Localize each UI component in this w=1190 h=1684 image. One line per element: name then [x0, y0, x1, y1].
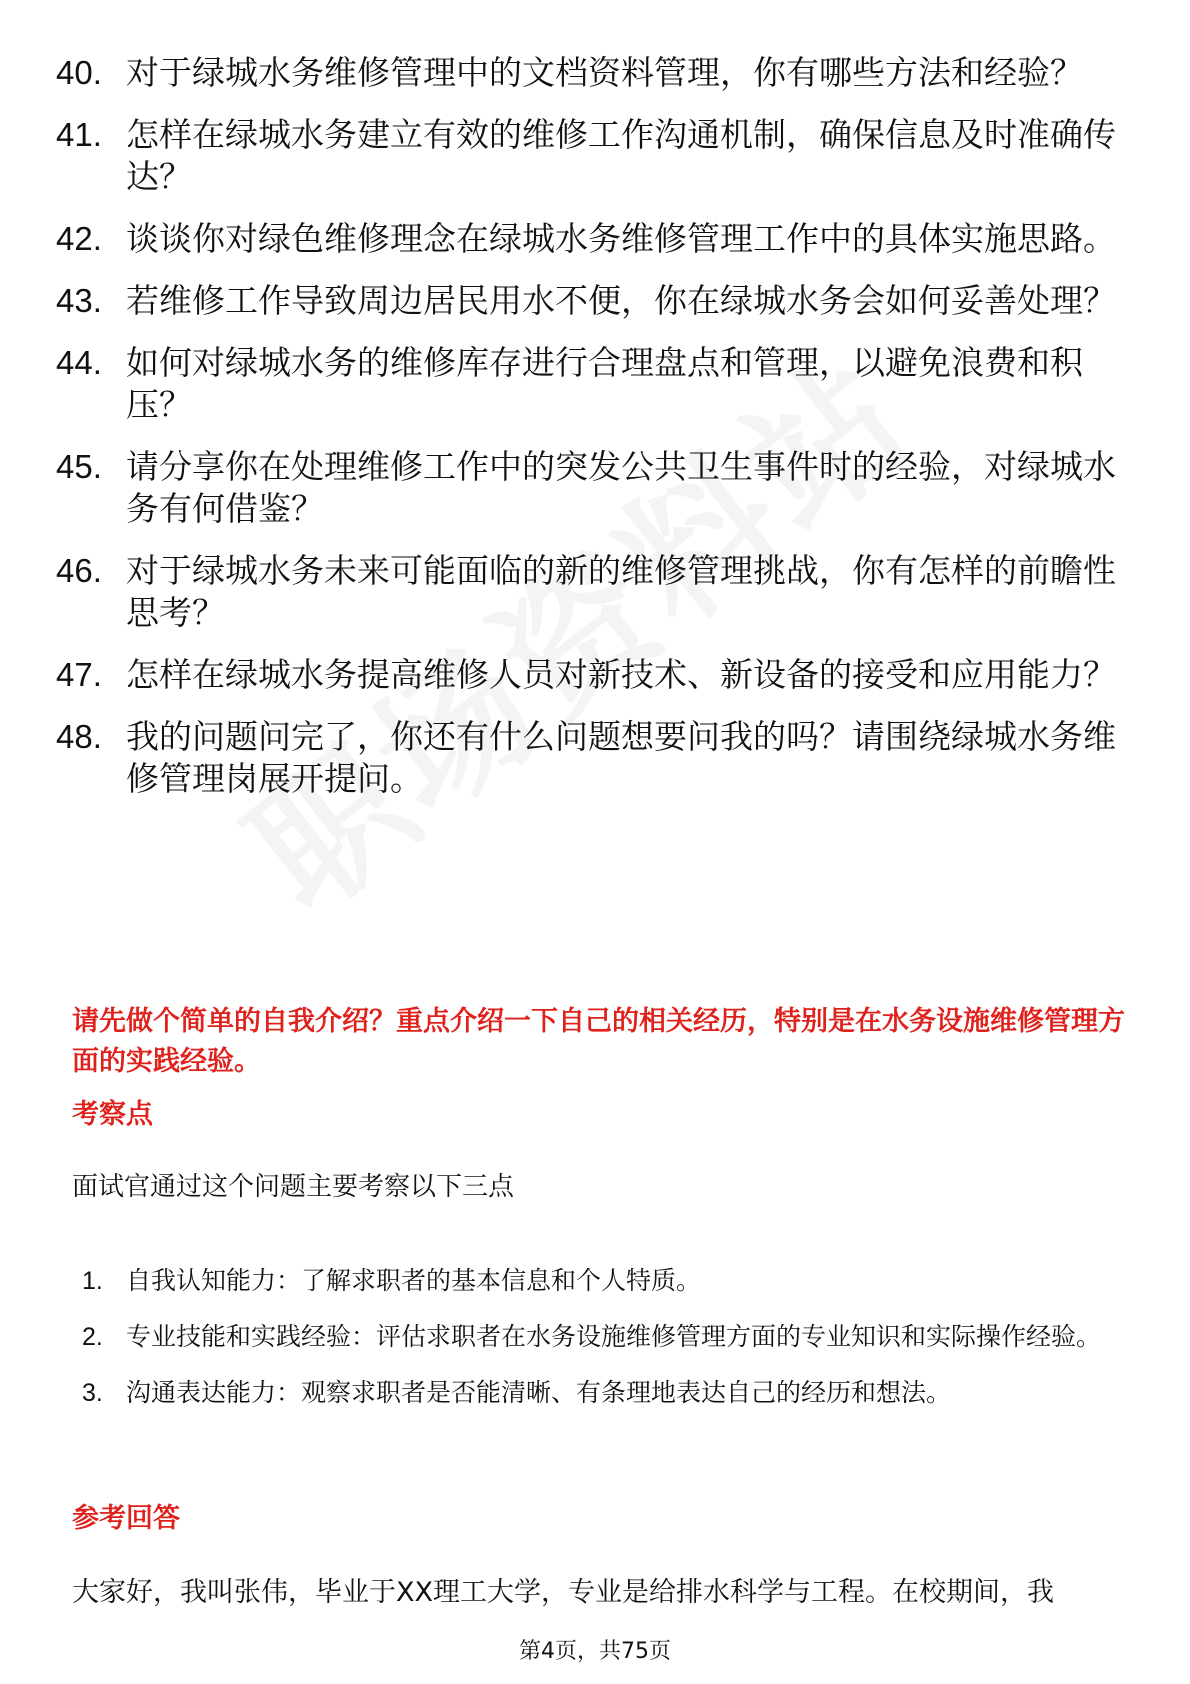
list-item [82, 1255, 1132, 1307]
point-number: 2. [82, 1323, 103, 1351]
question-number: 44. [56, 344, 102, 381]
question-number: 40. [56, 54, 102, 91]
assessment-points [82, 1255, 1132, 1423]
question-text: 谈谈你对绿色维修理念在绿城水务维修管理工作中的具体实施思路。 [126, 219, 1116, 258]
question-text: 若维修工作导致周边居民用水不便，你在绿城水务会如何妥善处理？ [126, 281, 1116, 320]
assessment-intro: 面试官通过这个问题主要考察以下三点 [72, 1172, 515, 1202]
assessment-heading: 考察点 [72, 1099, 153, 1130]
point-number: 3. [82, 1379, 103, 1407]
list-item [56, 654, 1136, 696]
point-text: 专业技能和实践经验：评估求职者在水务设施维修管理方面的专业知识和实际操作经验。 [126, 1322, 1102, 1351]
question-text: 怎样在绿城水务提高维修人员对新技术、新设备的接受和应用能力？ [126, 655, 1116, 694]
question-number: 42. [56, 220, 102, 257]
point-text: 自我认知能力：了解求职者的基本信息和个人特质。 [126, 1266, 702, 1295]
list-item [56, 342, 1136, 426]
answer-text: 大家好，我叫张伟，毕业于XX理工大学，专业是给排水科学与工程。在校期间，我 [72, 1577, 1054, 1608]
question-text: 对于绿城水务维修管理中的文档资料管理，你有哪些方法和经验？ [126, 53, 1083, 92]
page-footer: 第4页，共75页 [519, 1639, 671, 1664]
list-item [56, 218, 1136, 260]
question-list [56, 52, 1136, 820]
point-number: 1. [82, 1267, 103, 1295]
list-item [56, 550, 1136, 634]
list-item [56, 446, 1136, 530]
list-item [82, 1311, 1132, 1363]
list-item [56, 52, 1136, 94]
answer-heading: 参考回答 [72, 1503, 180, 1534]
question-number: 45. [56, 448, 102, 485]
question-number: 48. [56, 718, 102, 755]
question-number: 47. [56, 656, 102, 693]
list-item [56, 716, 1136, 800]
question-number: 41. [56, 116, 102, 153]
highlight-question: 请先做个简单的自我介绍？重点介绍一下自己的相关经历，特别是在水务设施维修管理方面的实践经验。 [72, 1006, 1125, 1077]
list-item [56, 280, 1136, 322]
question-text: 对于绿城水务未来可能面临的新的维修管理挑战，你有怎样的前瞻性思考？ [126, 551, 1116, 632]
point-text: 沟通表达能力：观察求职者是否能清晰、有条理地表达自己的经历和想法。 [126, 1378, 952, 1407]
list-item [82, 1367, 1132, 1419]
question-text: 如何对绿城水务的维修库存进行合理盘点和管理，以避免浪费和积压？ [126, 343, 1083, 424]
question-text: 我的问题问完了，你还有什么问题想要问我的吗？请围绕绿城水务维修管理岗展开提问。 [126, 717, 1116, 798]
question-text: 怎样在绿城水务建立有效的维修工作沟通机制，确保信息及时准确传达？ [126, 115, 1116, 196]
question-text: 请分享你在处理维修工作中的突发公共卫生事件时的经验，对绿城水务有何借鉴？ [126, 447, 1116, 528]
question-number: 46. [56, 552, 102, 589]
list-item [56, 114, 1136, 198]
question-number: 43. [56, 282, 102, 319]
